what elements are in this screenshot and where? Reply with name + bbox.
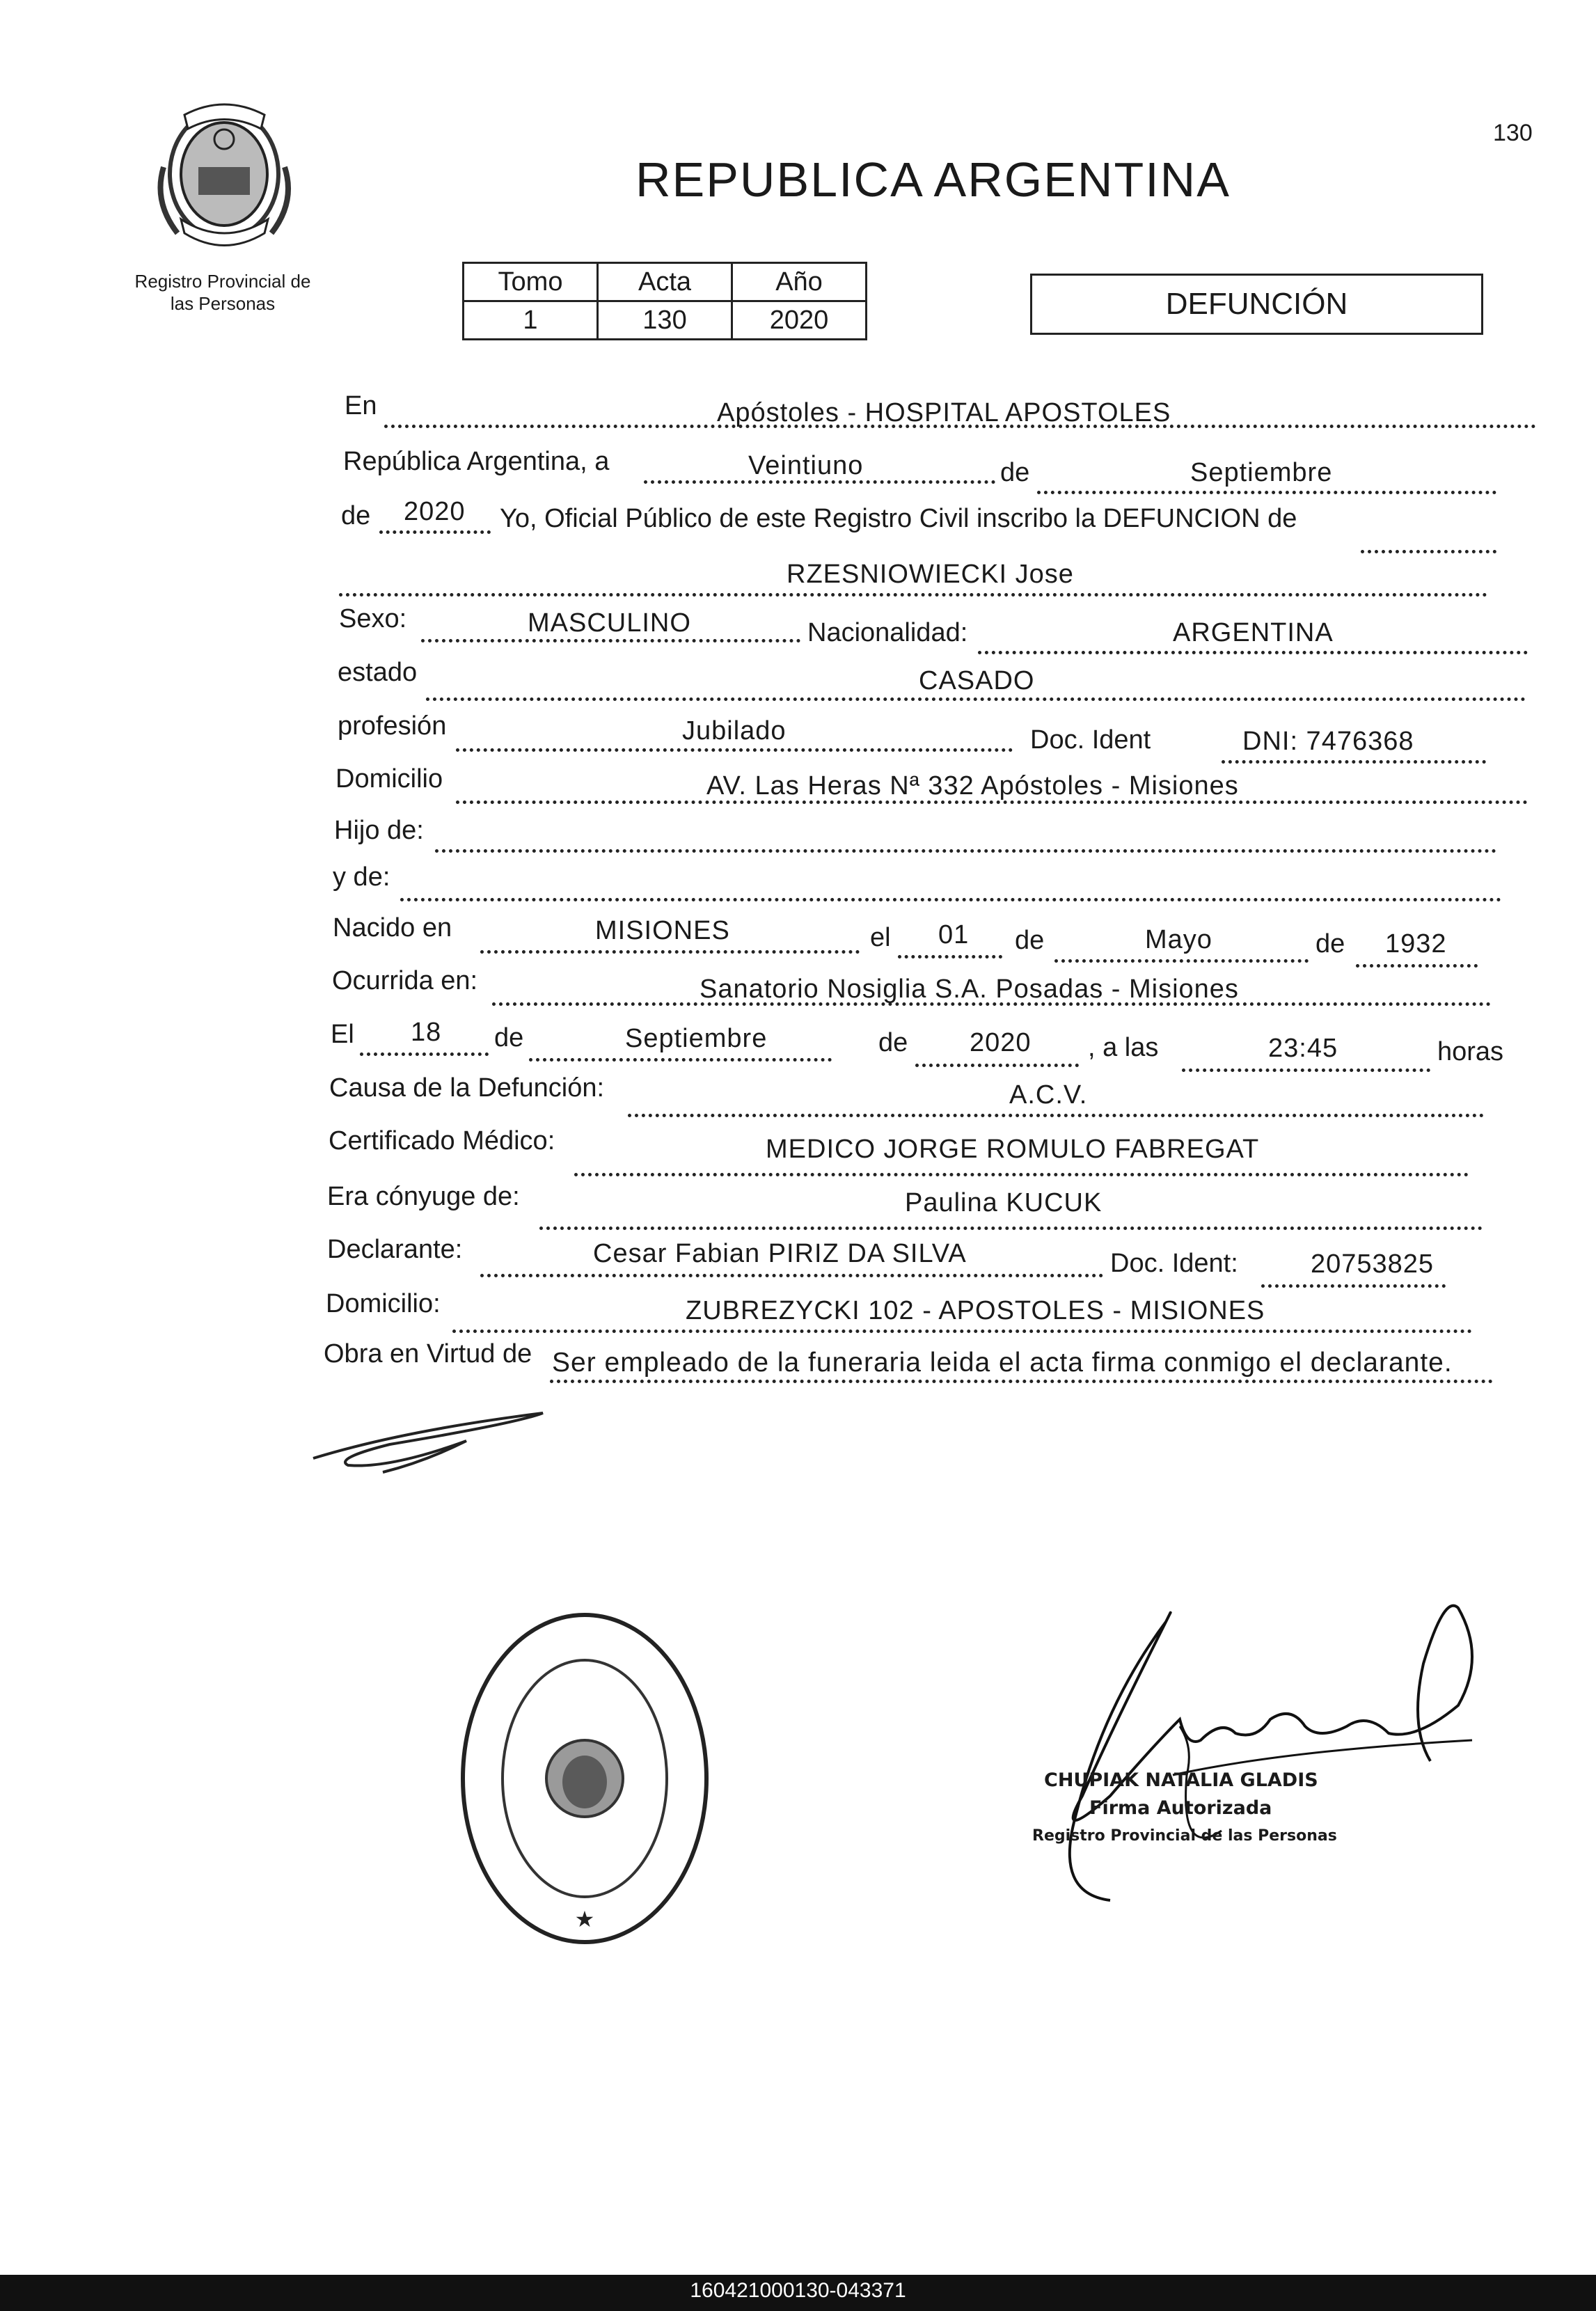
declarant-signature	[306, 1403, 550, 1479]
deceased-name: RZESNIOWIECKI Jose	[787, 560, 1074, 589]
profesion-line	[456, 748, 1013, 752]
birth-month: Mayo	[1145, 925, 1212, 954]
alas-label: , a las	[1088, 1033, 1159, 1062]
nacido-value: MISIONES	[595, 916, 730, 945]
signer-org: Registro Provincial de las Personas	[1032, 1827, 1337, 1845]
doc-label: Doc. Ident	[1030, 725, 1151, 755]
sexo-value: MASCULINO	[528, 608, 691, 638]
page-number: 130	[1493, 120, 1533, 146]
oficial-text: Yo, Oficial Público de este Registro Civil inscribo la DEFUNCION de	[500, 504, 1297, 533]
svg-text:★: ★	[574, 1907, 595, 1932]
yde-label: y de:	[333, 862, 390, 892]
official-stamp-icon	[456, 1608, 713, 1949]
ocurrida-label: Ocurrida en:	[332, 966, 478, 995]
oficial-line	[1361, 550, 1496, 553]
decl-doc-value: 20753825	[1311, 1249, 1435, 1279]
death-day-line	[360, 1052, 489, 1056]
death-time: 23:45	[1268, 1034, 1338, 1063]
death-day: 18	[411, 1018, 442, 1047]
death-time-line	[1182, 1068, 1430, 1072]
conyuge-line	[539, 1227, 1483, 1230]
declarante-value: Cesar Fabian PIRIZ DA SILVA	[593, 1239, 967, 1268]
en-label: En	[345, 391, 377, 420]
signer-name: CHUPIAK NATALIA GLADIS	[1044, 1769, 1318, 1791]
conyuge-label: Era cónyuge de:	[327, 1182, 520, 1211]
signer-role: Firma Autorizada	[1089, 1797, 1272, 1819]
province-emblem	[150, 90, 299, 254]
birth-year: 1932	[1385, 929, 1447, 959]
doc-value: DNI: 7476368	[1242, 727, 1414, 756]
ocurrida-value: Sanatorio Nosiglia S.A. Posadas - Misiones	[700, 975, 1239, 1004]
profesion-value: Jubilado	[682, 716, 787, 746]
footer-code: 160421000130-043371	[690, 2279, 906, 2302]
obra-label: Obra en Virtud de	[324, 1339, 532, 1369]
death-year-line	[915, 1064, 1079, 1067]
registry-line-1: Registro Provincial de	[134, 271, 311, 292]
decl-doc-label: Doc. Ident:	[1110, 1249, 1238, 1278]
year-line	[379, 530, 491, 534]
death-year: 2020	[970, 1028, 1032, 1057]
domicilio-value: AV. Las Heras Nª 332 Apóstoles - Misiones	[706, 771, 1239, 800]
hijo-label: Hijo de:	[334, 816, 424, 845]
month-line	[1037, 491, 1496, 494]
death-month: Septiembre	[625, 1024, 768, 1053]
birth-month-line	[1054, 959, 1309, 963]
act-type-box: DEFUNCIÓN	[1030, 274, 1483, 335]
nacionalidad-line	[978, 651, 1528, 654]
el-label-1: el	[870, 923, 891, 952]
yde-line	[400, 898, 1501, 901]
year-value: 2020	[404, 497, 466, 526]
birth-day: 01	[938, 920, 970, 949]
death-month-line	[529, 1058, 832, 1062]
causa-label: Causa de la Defunción:	[329, 1073, 605, 1103]
causa-line	[628, 1114, 1484, 1117]
de-label-3: de	[1015, 926, 1045, 955]
official-stamp	[456, 1608, 713, 1949]
declarante-line	[480, 1274, 1103, 1277]
day-value: Veintiuno	[748, 451, 864, 480]
nacionalidad-label: Nacionalidad:	[807, 618, 968, 647]
de-label-4: de	[1315, 929, 1345, 959]
doc-line	[1222, 760, 1486, 764]
registry-line-2: las Personas	[170, 293, 276, 314]
record-header-acta: Acta	[598, 263, 732, 301]
page-title: REPUBLICA ARGENTINA	[635, 152, 1231, 207]
authorized-signature-icon	[971, 1566, 1486, 1928]
authorized-signature	[971, 1566, 1486, 1928]
registry-caption	[111, 270, 334, 315]
obra-value: Ser empleado de la funeraria leida el acta firma conmigo el declarante.	[552, 1348, 1453, 1378]
decl-domicilio-value: ZUBREZYCKI 102 - APOSTOLES - MISIONES	[686, 1296, 1265, 1325]
declarante-label: Declarante:	[327, 1235, 463, 1264]
record-value-tomo: 1	[464, 301, 598, 340]
de-label-1: de	[1000, 458, 1030, 487]
certificado-line	[574, 1173, 1469, 1176]
declarant-signature-icon	[306, 1403, 550, 1479]
decl-domicilio-line	[452, 1330, 1472, 1333]
decl-domicilio-label: Domicilio:	[326, 1289, 441, 1318]
obra-line	[550, 1380, 1493, 1383]
record-header-ano: Año	[732, 263, 867, 301]
estado-line	[426, 697, 1526, 701]
conyuge-value: Paulina KUCUK	[905, 1188, 1103, 1217]
profesion-label: profesión	[338, 711, 447, 741]
estado-value: CASADO	[919, 666, 1035, 695]
certificado-value: MEDICO JORGE ROMULO FABREGAT	[766, 1135, 1260, 1164]
nacionalidad-value: ARGENTINA	[1173, 618, 1334, 647]
record-header-tomo: Tomo	[464, 263, 598, 301]
hijo-line	[435, 849, 1496, 853]
decl-doc-line	[1261, 1284, 1446, 1288]
sexo-label: Sexo:	[339, 604, 407, 633]
en-value: Apóstoles - HOSPITAL APOSTOLES	[717, 398, 1171, 427]
nacido-label: Nacido en	[333, 913, 452, 942]
month-value: Septiembre	[1190, 458, 1333, 487]
de-label-2: de	[341, 501, 371, 530]
domicilio-label: Domicilio	[335, 764, 443, 794]
de-label-6: de	[878, 1028, 908, 1057]
footer-bar	[0, 2275, 1596, 2311]
de-label-5: de	[494, 1023, 524, 1052]
name-line	[339, 593, 1487, 597]
record-value-acta: 130	[598, 301, 732, 340]
el-label-2: El	[331, 1020, 354, 1049]
causa-value: A.C.V.	[1009, 1080, 1088, 1110]
record-table	[462, 262, 867, 340]
province-emblem-icon	[150, 90, 299, 254]
estado-label: estado	[338, 658, 418, 687]
nacido-line	[480, 950, 860, 954]
birth-year-line	[1356, 964, 1478, 968]
record-value-ano: 2020	[732, 301, 867, 340]
certificado-label: Certificado Médico:	[329, 1126, 555, 1156]
horas-label: horas	[1437, 1037, 1504, 1066]
birth-day-line	[898, 955, 1002, 959]
republica-label: República Argentina, a	[343, 447, 610, 476]
sexo-line	[421, 639, 800, 642]
